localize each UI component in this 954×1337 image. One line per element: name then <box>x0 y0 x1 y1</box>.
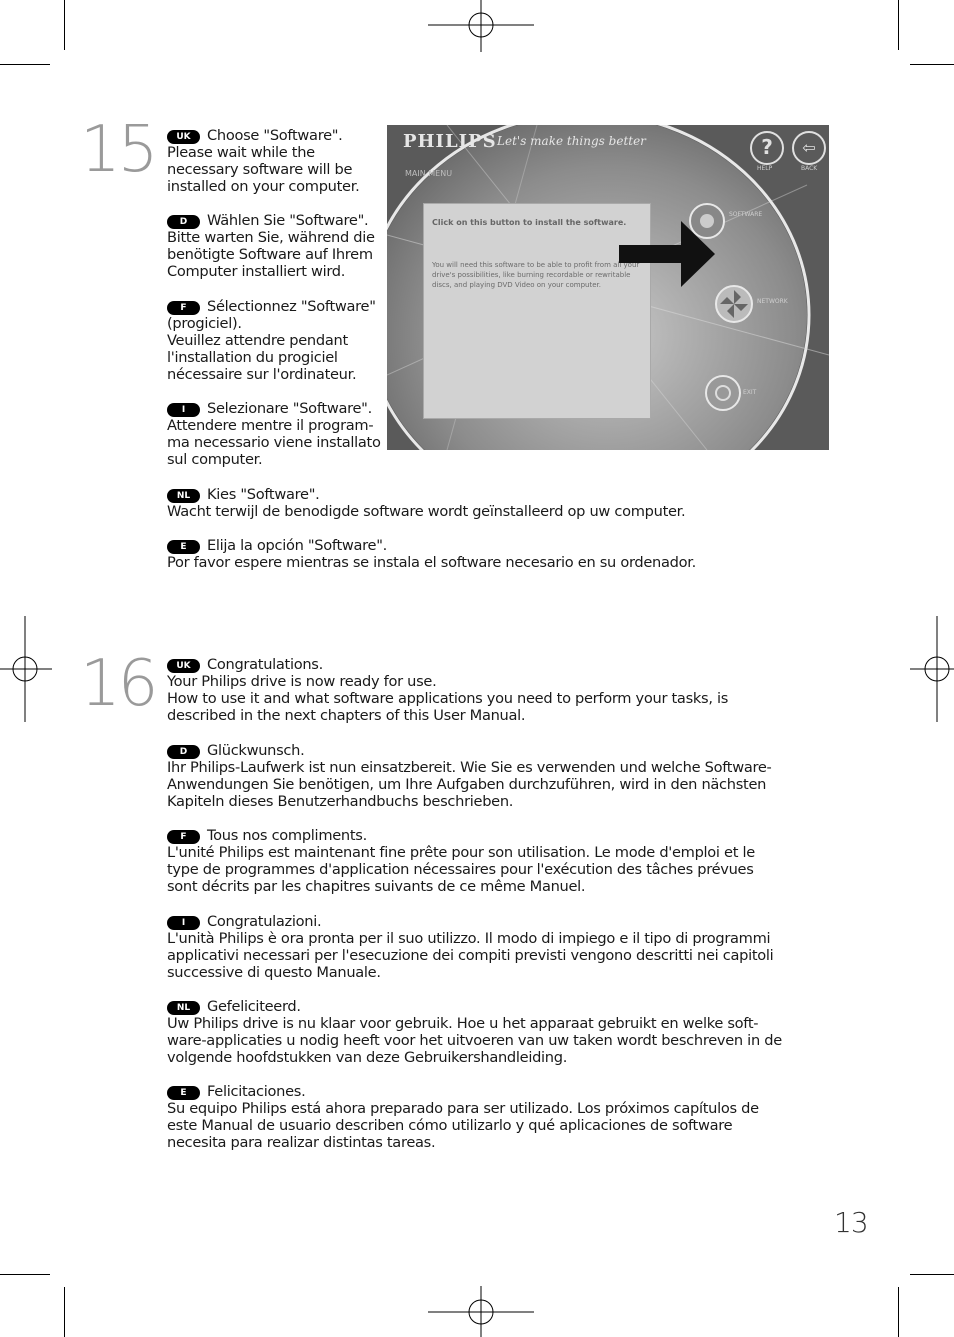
congrats-lead: Felicitaciones. <box>207 1083 306 1100</box>
instruction-i <box>167 400 385 468</box>
congrats-body: L'unité Philips est maintenant fine prête pour son utilisation. Le mode d'emploi et le type de programmes d'application nécessaires pour l'exécution des tâches prévues sont décrits par les chapitres suivants de ce même Manuel. <box>167 844 755 895</box>
language-badge: I <box>167 403 200 417</box>
option3-label: EXIT <box>743 389 757 396</box>
congrats-body: Ihr Philips-Laufwerk ist nun einsatzbereit. Wie Sie es verwenden und welche Software-Anwendungen Sie benötigen, um Ihre Aufgaben durchzuführen, wird in den nächsten Kapiteln dieses Benutzerhandbuchs beschrieben. <box>167 759 772 810</box>
congrats-lead: Tous nos compliments. <box>207 827 367 844</box>
step-number: 16 <box>80 647 156 721</box>
network-button[interactable] <box>715 285 753 323</box>
option1-label: SOFTWARE <box>729 211 763 218</box>
congrats-body: Your Philips drive is now ready for use. How to use it and what software applications you need to perform your tasks, is described in the next chapters of this User Manual. <box>167 673 729 724</box>
philips-tagline: Let's make things better <box>497 134 646 148</box>
language-badge: NL <box>167 1001 200 1015</box>
panel-text: You will need this software to be able to profit from all your drive's possibilities, like burning recordable or rewritable discs, and playing DVD Video on your computer. <box>432 261 640 289</box>
instruction-d <box>167 212 385 280</box>
back-button[interactable] <box>792 131 826 165</box>
congrats-lead: Congratulations. <box>207 656 323 673</box>
philips-logo: PHILIPS <box>403 131 497 152</box>
language-badge: I <box>167 916 200 930</box>
congrats-uk <box>167 656 782 724</box>
language-badge: E <box>167 1086 200 1100</box>
instruction-body: Wacht terwijl de benodigde software wordt geïnstalleerd op uw computer. <box>167 503 686 520</box>
congrats-e <box>167 1083 782 1151</box>
language-badge: E <box>167 540 200 554</box>
crop-mark <box>910 1274 954 1275</box>
crop-mark <box>898 1287 899 1337</box>
instruction-lead: Kies "Software". <box>207 486 320 503</box>
instruction-lead: Sélectionnez "Software" (progiciel). <box>167 298 376 332</box>
language-badge: UK <box>167 659 200 673</box>
main-menu-label: MAIN MENU <box>405 169 453 178</box>
crop-mark <box>64 1287 65 1337</box>
instruction-f <box>167 298 385 383</box>
instruction-body: Please wait while the necessary software will be installed on your computer. <box>167 144 360 195</box>
crop-mark <box>64 0 65 50</box>
language-badge: D <box>167 745 200 759</box>
language-badge: D <box>167 215 200 229</box>
registration-mark-icon <box>910 616 954 722</box>
congrats-f <box>167 827 782 895</box>
instruction-lead: Elija la opción "Software". <box>207 537 387 554</box>
instruction-lead: Wählen Sie "Software". <box>207 212 369 229</box>
congrats-lead: Glückwunsch. <box>207 742 305 759</box>
instruction-body: Bitte warten Sie, während die benötigte Software auf Ihrem Computer installiert wird. <box>167 229 375 280</box>
pinwheel-icon <box>717 287 751 321</box>
page-number: 13 <box>834 1206 868 1239</box>
instruction-e <box>167 537 782 571</box>
instruction-lead: Selezionare "Software". <box>207 400 372 417</box>
back-icon: ⇦ <box>802 138 816 157</box>
language-badge: UK <box>167 130 200 144</box>
congrats-i <box>167 913 782 981</box>
registration-mark-icon <box>428 0 534 52</box>
congrats-d <box>167 742 782 810</box>
congrats-body: L'unità Philips è ora pronta per il suo utilizzo. Il modo di impiego e il tipo di programmi applicativi necessari per l'esecuzione dei compiti previsti vengono descritti nei capitoli successive di questo Manuale. <box>167 930 774 981</box>
instruction-body: Por favor espere mientras se instala el software necesario en su ordenador. <box>167 554 696 571</box>
installer-screenshot <box>387 125 829 450</box>
language-badge: F <box>167 830 200 844</box>
congrats-nl <box>167 998 782 1066</box>
software-button[interactable] <box>689 203 725 239</box>
crop-mark <box>0 64 50 65</box>
congrats-body: Su equipo Philips está ahora preparado para ser utilizado. Los próximos capítulos de este Manual de usuario describen cómo utilizarlo y qué aplicaciones de software necesita para realizar distintas tareas. <box>167 1100 759 1151</box>
language-badge: NL <box>167 489 200 503</box>
help-label: HELP <box>757 165 773 172</box>
help-button[interactable] <box>750 131 784 165</box>
option2-label: NETWORK <box>757 298 788 305</box>
instruction-nl <box>167 486 782 520</box>
exit-button[interactable] <box>705 375 741 411</box>
congrats-lead: Gefeliciteerd. <box>207 998 301 1015</box>
crop-mark <box>0 1274 50 1275</box>
language-badge: F <box>167 301 200 315</box>
registration-mark-icon <box>0 616 52 722</box>
step-number: 15 <box>80 113 156 187</box>
disc-icon <box>700 214 714 228</box>
registration-mark-icon <box>428 1286 534 1337</box>
crop-mark <box>898 0 899 50</box>
help-icon: ? <box>761 135 773 159</box>
congrats-lead: Congratulazioni. <box>207 913 322 930</box>
instruction-body: Veuillez attendre pendant l'installation du progiciel nécessaire sur l'ordinateur. <box>167 332 357 383</box>
panel-title: Click on this button to install the software. <box>432 218 627 227</box>
instruction-uk <box>167 127 385 195</box>
power-icon <box>715 385 731 401</box>
instruction-lead: Choose "Software". <box>207 127 343 144</box>
instruction-body: Attendere mentre il program-ma necessario viene installato sul computer. <box>167 417 381 468</box>
back-label: BACK <box>801 165 818 172</box>
congrats-body: Uw Philips drive is nu klaar voor gebruik. Hoe u het apparaat gebruikt en welke soft-ware-applicaties u nodig heeft voor het uitvoeren van uw taken wordt beschreven in de volgende hoofdstukken van deze Gebruikershandleiding. <box>167 1015 782 1066</box>
crop-mark <box>910 64 954 65</box>
info-panel <box>423 203 651 419</box>
